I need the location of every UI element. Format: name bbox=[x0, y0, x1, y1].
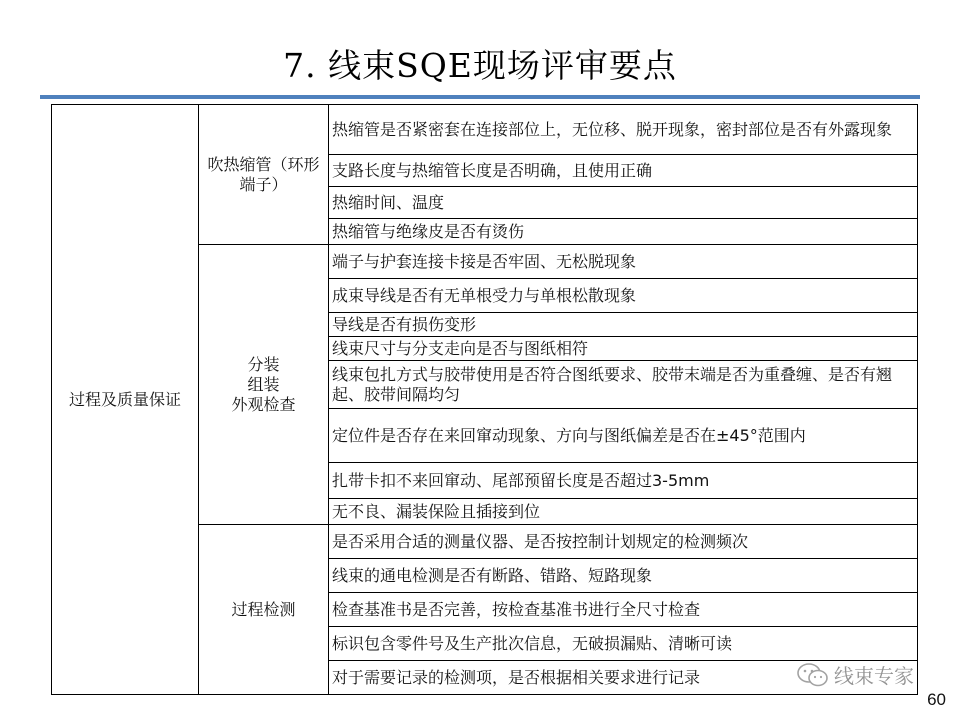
table-cell: 支路长度与热缩管长度是否明确，且使用正确 bbox=[329, 155, 918, 187]
chat-bubble-icon bbox=[796, 662, 830, 688]
table-cell: 热缩管与绝缘皮是否有烫伤 bbox=[329, 219, 918, 245]
table-row bbox=[52, 105, 918, 155]
category-cell: 过程及质量保证 bbox=[52, 105, 199, 695]
group-cell-process-inspection: 过程检测 bbox=[199, 525, 329, 695]
table-cell: 是否采用合适的测量仪器、是否按控制计划规定的检测频次 bbox=[329, 525, 918, 559]
table-cell: 扎带卡扣不来回窜动、尾部预留长度是否超过3-5mm bbox=[329, 463, 918, 499]
table-cell: 热缩管是否紧密套在连接部位上，无位移、脱开现象，密封部位是否有外露现象 bbox=[329, 105, 918, 155]
table-cell: 成束导线是否有无单根受力与单根松散现象 bbox=[329, 279, 918, 313]
table-cell: 导线是否有损伤变形 bbox=[329, 313, 918, 337]
table-cell: 线束尺寸与分支走向是否与图纸相符 bbox=[329, 337, 918, 361]
page-title: 7. 线束SQE现场评审要点 bbox=[283, 46, 677, 85]
review-table bbox=[51, 104, 918, 695]
table-cell: 定位件是否存在来回窜动现象、方向与图纸偏差是否在±45°范围内 bbox=[329, 409, 918, 463]
group-cell-assembly: 分装 组装 外观检查 bbox=[199, 245, 329, 525]
table-cell: 端子与护套连接卡接是否牢固、无松脱现象 bbox=[329, 245, 918, 279]
watermark bbox=[796, 660, 914, 689]
table-cell: 对于需要记录的检测项，是否根据相关要求进行记录 bbox=[329, 661, 918, 695]
table-cell: 标识包含零件号及生产批次信息，无破损漏贴、清晰可读 bbox=[329, 627, 918, 661]
table-cell: 线束的通电检测是否有断路、错路、短路现象 bbox=[329, 559, 918, 593]
table-cell: 无不良、漏装保险且插接到位 bbox=[329, 499, 918, 525]
title-underline bbox=[40, 95, 920, 99]
page-number: 60 bbox=[927, 690, 946, 709]
table-cell: 线束包扎方式与胶带使用是否符合图纸要求、胶带末端是否为重叠缠、是否有翘起、胶带间隔均匀 bbox=[329, 361, 918, 409]
group-cell-heat-shrink: 吹热缩管（环形端子） bbox=[199, 105, 329, 245]
table-cell: 检查基准书是否完善，按检查基准书进行全尺寸检查 bbox=[329, 593, 918, 627]
table-cell: 热缩时间、温度 bbox=[329, 187, 918, 219]
watermark-text: 线束专家 bbox=[834, 664, 914, 688]
